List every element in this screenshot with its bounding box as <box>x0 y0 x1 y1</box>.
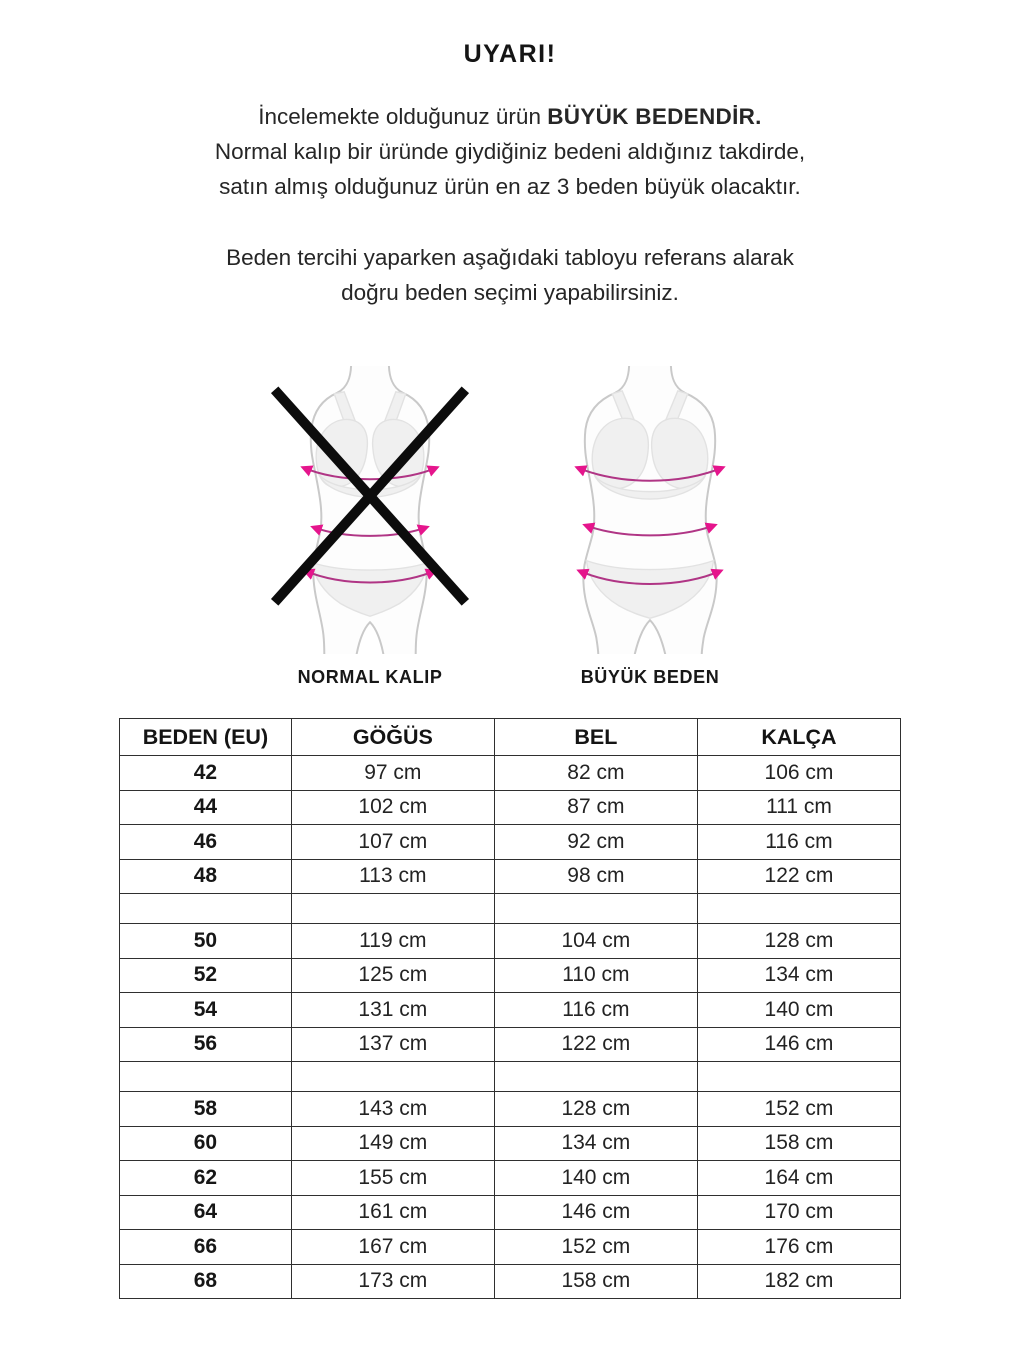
figure-label-normal: NORMAL KALIP <box>297 667 443 687</box>
measurement-cell: 146 cm <box>697 1027 900 1062</box>
table-separator-row <box>120 894 901 924</box>
size-table <box>119 718 901 1299</box>
measurement-cell: 143 cm <box>291 1092 494 1127</box>
measurement-cell: 110 cm <box>494 958 697 993</box>
measurement-cell: 155 cm <box>291 1161 494 1196</box>
empty-cell <box>494 1062 697 1092</box>
measurement-cell: 122 cm <box>697 859 900 894</box>
page-title: UYARI! <box>463 40 557 68</box>
empty-cell <box>120 894 292 924</box>
figure-normal-fit <box>264 366 476 688</box>
table-row <box>120 958 901 993</box>
measurement-cell: 106 cm <box>697 756 900 791</box>
measurement-cell: 140 cm <box>494 1161 697 1196</box>
measurement-cell: 116 cm <box>494 993 697 1028</box>
size-cell: 58 <box>120 1092 292 1127</box>
note-line-2: doğru beden seçimi yapabilirsiniz. <box>341 280 679 305</box>
warning-paragraph <box>0 99 1020 204</box>
measurement-cell: 158 cm <box>494 1264 697 1299</box>
empty-cell <box>291 1062 494 1092</box>
measurement-cell: 116 cm <box>697 825 900 860</box>
measurement-cell: 161 cm <box>291 1195 494 1230</box>
size-cell: 54 <box>120 993 292 1028</box>
measurement-cell: 87 cm <box>494 790 697 825</box>
size-cell: 62 <box>120 1161 292 1196</box>
measurement-cell: 125 cm <box>291 958 494 993</box>
size-cell: 44 <box>120 790 292 825</box>
table-separator-row <box>120 1062 901 1092</box>
measurement-cell: 140 cm <box>697 993 900 1028</box>
warning-line-3: satın almış olduğunuz ürün en az 3 beden büyük olacaktır. <box>219 174 801 199</box>
measurement-cell: 128 cm <box>697 924 900 959</box>
measurement-cell: 119 cm <box>291 924 494 959</box>
size-cell: 52 <box>120 958 292 993</box>
table-row <box>120 859 901 894</box>
table-row <box>120 1230 901 1265</box>
measurement-cell: 128 cm <box>494 1092 697 1127</box>
empty-cell <box>291 894 494 924</box>
measurement-cell: 176 cm <box>697 1230 900 1265</box>
table-row <box>120 790 901 825</box>
measurement-cell: 82 cm <box>494 756 697 791</box>
measurement-cell: 152 cm <box>697 1092 900 1127</box>
size-cell: 48 <box>120 859 292 894</box>
table-row <box>120 825 901 860</box>
measurement-cell: 137 cm <box>291 1027 494 1062</box>
figures-row <box>0 366 1020 688</box>
plus-size-figure-illustration <box>550 366 750 654</box>
measurement-cell: 134 cm <box>697 958 900 993</box>
measurement-cell: 149 cm <box>291 1126 494 1161</box>
warning-line-1 <box>0 99 1020 134</box>
table-row <box>120 1264 901 1299</box>
measurement-cell: 97 cm <box>291 756 494 791</box>
table-row <box>120 993 901 1028</box>
header-size-eu: BEDEN (EU) <box>120 719 292 756</box>
size-cell: 46 <box>120 825 292 860</box>
size-cell: 50 <box>120 924 292 959</box>
measurement-cell: 92 cm <box>494 825 697 860</box>
empty-cell <box>120 1062 292 1092</box>
measurement-cell: 98 cm <box>494 859 697 894</box>
note-line-1: Beden tercihi yaparken aşağıdaki tabloyu referans alarak <box>226 245 794 270</box>
empty-cell <box>697 1062 900 1092</box>
table-row <box>120 756 901 791</box>
measurement-cell: 107 cm <box>291 825 494 860</box>
measurement-cell: 134 cm <box>494 1126 697 1161</box>
normal-fit-figure-illustration <box>270 366 470 654</box>
size-cell: 56 <box>120 1027 292 1062</box>
size-cell: 60 <box>120 1126 292 1161</box>
measurement-cell: 146 cm <box>494 1195 697 1230</box>
measurement-cell: 104 cm <box>494 924 697 959</box>
size-cell: 42 <box>120 756 292 791</box>
figure-label-plus: BÜYÜK BEDEN <box>580 667 720 687</box>
measurement-cell: 173 cm <box>291 1264 494 1299</box>
measurement-cell: 182 cm <box>697 1264 900 1299</box>
warning-line1-emphasis: BÜYÜK BEDENDİR. <box>547 104 762 129</box>
measurement-cell: 122 cm <box>494 1027 697 1062</box>
warning-line1-text: İncelemekte olduğunuz ürün <box>258 104 548 129</box>
measurement-cell: 102 cm <box>291 790 494 825</box>
table-row <box>120 924 901 959</box>
table-row <box>120 1195 901 1230</box>
note-paragraph <box>0 240 1020 310</box>
table-head <box>120 719 901 756</box>
measurement-cell: 170 cm <box>697 1195 900 1230</box>
table-header-row <box>120 719 901 756</box>
table-row <box>120 1126 901 1161</box>
header-hip: KALÇA <box>697 719 900 756</box>
measurement-cell: 131 cm <box>291 993 494 1028</box>
table-row <box>120 1161 901 1196</box>
empty-cell <box>494 894 697 924</box>
size-cell: 64 <box>120 1195 292 1230</box>
measurement-cell: 152 cm <box>494 1230 697 1265</box>
measurement-cell: 113 cm <box>291 859 494 894</box>
figure-plus-size <box>544 366 756 688</box>
measurement-cell: 167 cm <box>291 1230 494 1265</box>
measurement-cell: 111 cm <box>697 790 900 825</box>
table-row <box>120 1027 901 1062</box>
measurement-cell: 158 cm <box>697 1126 900 1161</box>
table-body <box>120 756 901 1299</box>
header-chest: GÖĞÜS <box>291 719 494 756</box>
size-cell: 66 <box>120 1230 292 1265</box>
empty-cell <box>697 894 900 924</box>
measurement-cell: 164 cm <box>697 1161 900 1196</box>
table-row <box>120 1092 901 1127</box>
warning-line-2: Normal kalıp bir üründe giydiğiniz bedeni aldığınız takdirde, <box>214 139 806 164</box>
header-waist: BEL <box>494 719 697 756</box>
size-cell: 68 <box>120 1264 292 1299</box>
